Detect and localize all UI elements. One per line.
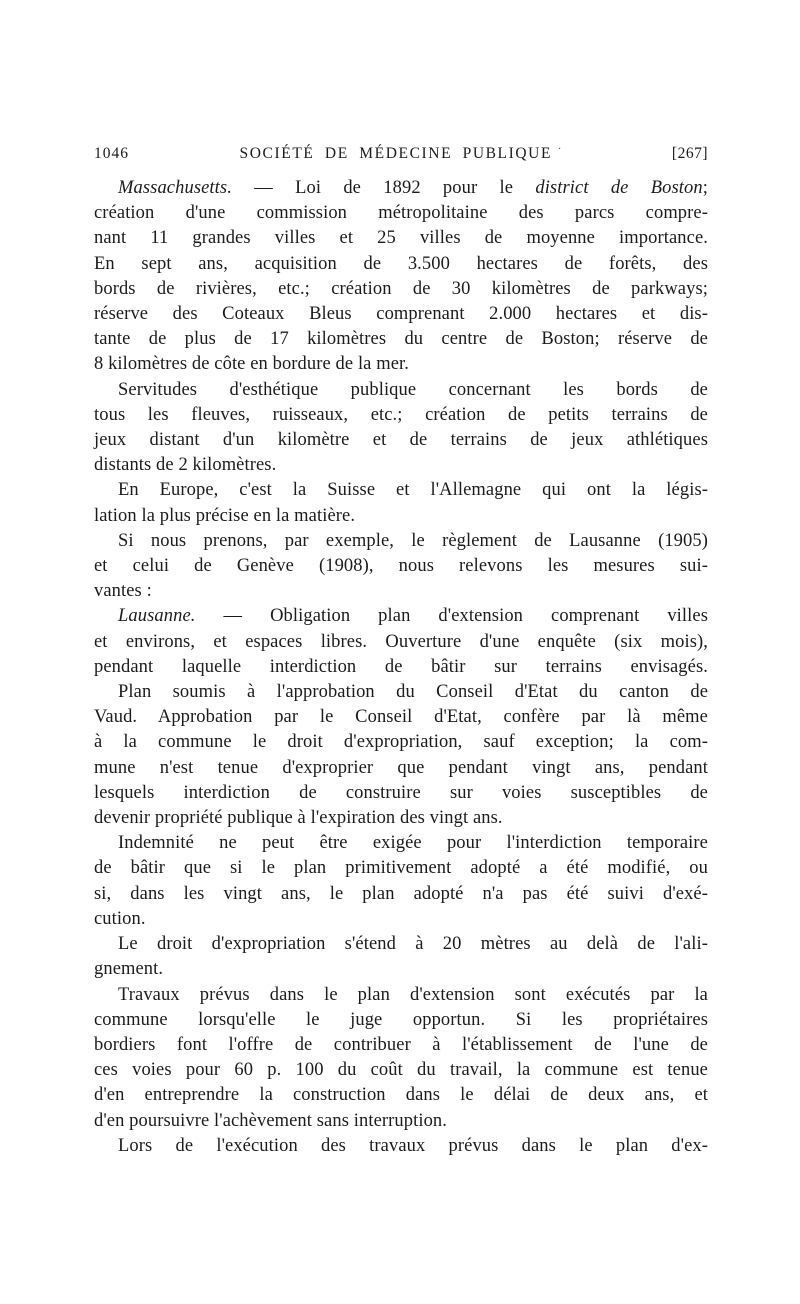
scan-speck: · <box>558 144 562 155</box>
text-run: et celui de Genève (1908), nous relevons les mesures sui- <box>94 556 708 577</box>
page-number: 1046 <box>94 145 129 163</box>
text-line <box>94 226 708 251</box>
text-run: gnement. <box>94 959 164 980</box>
text-line <box>94 579 708 604</box>
paragraph <box>94 604 708 680</box>
text-run: En Europe, c'est la Suisse et l'Allemagne qui ont la légis- <box>118 480 708 501</box>
text-run: jeux distant d'un kilomètre et de terrains de jeux athlétiques <box>94 430 708 451</box>
text-line <box>94 856 708 881</box>
text-run: commune lorsqu'elle le juge opportun. Si les propriétaires <box>94 1009 708 1030</box>
text-line <box>94 1109 708 1134</box>
text-line <box>94 453 708 478</box>
text-run: de bâtir que si le plan primitivement adopté a été modifié, ou <box>94 858 708 879</box>
paragraph <box>94 176 708 378</box>
text-run: si, dans les vingt ans, le plan adopté n'a pas été suivi d'exé- <box>94 883 708 904</box>
text-run: création d'une commission métropolitaine des parcs compre- <box>94 203 708 224</box>
text-run: cution. <box>94 908 146 929</box>
text-line <box>94 352 708 377</box>
text-line <box>94 1058 708 1083</box>
italic-text-run: Massachusetts. <box>118 178 232 198</box>
text-run: tante de plus de 17 kilomètres du centre de Boston; réserve de <box>94 329 708 350</box>
header-title-wrap <box>240 144 562 163</box>
text-line <box>94 327 708 352</box>
text-run: — Loi de 1892 pour le <box>231 178 536 198</box>
text-run: nant 11 grandes villes et 25 villes de moyenne importance. <box>94 228 708 249</box>
paragraph <box>94 932 708 982</box>
text-run: Travaux prévus dans le plan d'extension sont exécutés par la <box>118 984 708 1005</box>
paragraph <box>94 478 708 528</box>
paragraph <box>94 983 708 1134</box>
text-run: Lors de l'exécution des travaux prévus dans le plan d'ex- <box>118 1135 708 1156</box>
text-run: Si nous prenons, par exemple, le règlement de Lausanne (1905) <box>118 530 708 551</box>
paragraph <box>94 378 708 479</box>
document-body <box>94 176 708 1159</box>
text-line <box>94 932 708 957</box>
running-header <box>94 144 708 163</box>
text-run: d'en poursuivre l'achèvement sans interruption. <box>94 1110 448 1131</box>
text-line <box>94 1008 708 1033</box>
text-line <box>94 983 708 1008</box>
text-run: bordiers font l'offre de contribuer à l'établissement de l'une de <box>94 1034 708 1055</box>
text-run: vantes : <box>94 581 152 602</box>
text-run: devenir propriété publique à l'expiration des vingt ans. <box>94 808 503 829</box>
text-run: à la commune le droit d'expropriation, sauf exception; la com- <box>94 732 708 753</box>
text-line <box>94 554 708 579</box>
journal-title: SOCIÉTÉ DE MÉDECINE PUBLIQUE <box>239 145 553 163</box>
text-line <box>94 504 708 529</box>
text-run: 8 kilomètres de côte en bordure de la mer. <box>94 354 409 375</box>
text-run: ; <box>702 178 709 198</box>
text-line <box>94 1083 708 1108</box>
text-run: En sept ans, acquisition de 3.500 hectares de forêts, des <box>94 253 708 274</box>
text-line <box>94 529 708 554</box>
text-run: et environs, et espaces libres. Ouverture d'une enquête (six mois), <box>94 631 708 652</box>
text-run: Vaud. Approbation par le Conseil d'Etat, confère par là même <box>94 707 708 728</box>
text-line <box>94 403 708 428</box>
text-line <box>94 428 708 453</box>
text-line <box>94 957 708 982</box>
text-run: bords de rivières, etc.; création de 30 kilomètres de parkways; <box>94 278 708 299</box>
text-run: Le droit d'expropriation s'étend à 20 mètres au delà de l'ali- <box>118 934 708 955</box>
text-run: Servitudes d'esthétique publique concernant les bords de <box>118 379 708 400</box>
paragraph <box>94 1134 708 1159</box>
text-line <box>94 680 708 705</box>
text-line <box>94 705 708 730</box>
text-line <box>94 1134 708 1159</box>
text-line <box>94 604 708 629</box>
text-line <box>94 478 708 503</box>
text-run: tous les fleuves, ruisseaux, etc.; création de petits terrains de <box>94 404 708 425</box>
text-run: — Obligation plan d'extension comprenant villes <box>195 606 708 627</box>
text-run: Plan soumis à l'approbation du Conseil d'Etat du canton de <box>118 682 708 703</box>
text-line <box>94 806 708 831</box>
column-reference: [267] <box>671 145 708 163</box>
text-line <box>94 201 708 226</box>
text-line <box>94 781 708 806</box>
text-line <box>94 1033 708 1058</box>
italic-text-run: Lausanne. <box>118 606 196 627</box>
paragraph <box>94 831 708 932</box>
text-run: distants de 2 kilomètres. <box>94 455 277 476</box>
text-line <box>94 252 708 277</box>
text-run: lesquels interdiction de construire sur voies susceptibles de <box>94 782 708 803</box>
text-run: lation la plus précise en la matière. <box>94 505 356 526</box>
text-run: réserve des Coteaux Bleus comprenant 2.000 hectares et dis- <box>94 304 708 325</box>
text-line <box>94 882 708 907</box>
text-line <box>94 907 708 932</box>
text-line <box>94 831 708 856</box>
italic-text-run: district de Boston <box>535 178 703 198</box>
text-line <box>94 277 708 302</box>
text-line <box>94 378 708 403</box>
text-run: ces voies pour 60 p. 100 du coût du travail, la commune est tenue <box>94 1060 708 1081</box>
text-line <box>94 655 708 680</box>
paragraph <box>94 529 708 605</box>
text-run: mune n'est tenue d'exproprier que pendant vingt ans, pendant <box>94 757 708 778</box>
text-line <box>94 176 708 201</box>
text-run: Indemnité ne peut être exigée pour l'interdiction temporaire <box>118 833 708 854</box>
text-line <box>94 630 708 655</box>
text-run: pendant laquelle interdiction de bâtir sur terrains envisagés. <box>94 656 708 677</box>
text-line <box>94 302 708 327</box>
text-line <box>94 730 708 755</box>
text-run: d'en entreprendre la construction dans le délai de deux ans, et <box>94 1085 708 1106</box>
text-line <box>94 756 708 781</box>
paragraph <box>94 680 708 831</box>
